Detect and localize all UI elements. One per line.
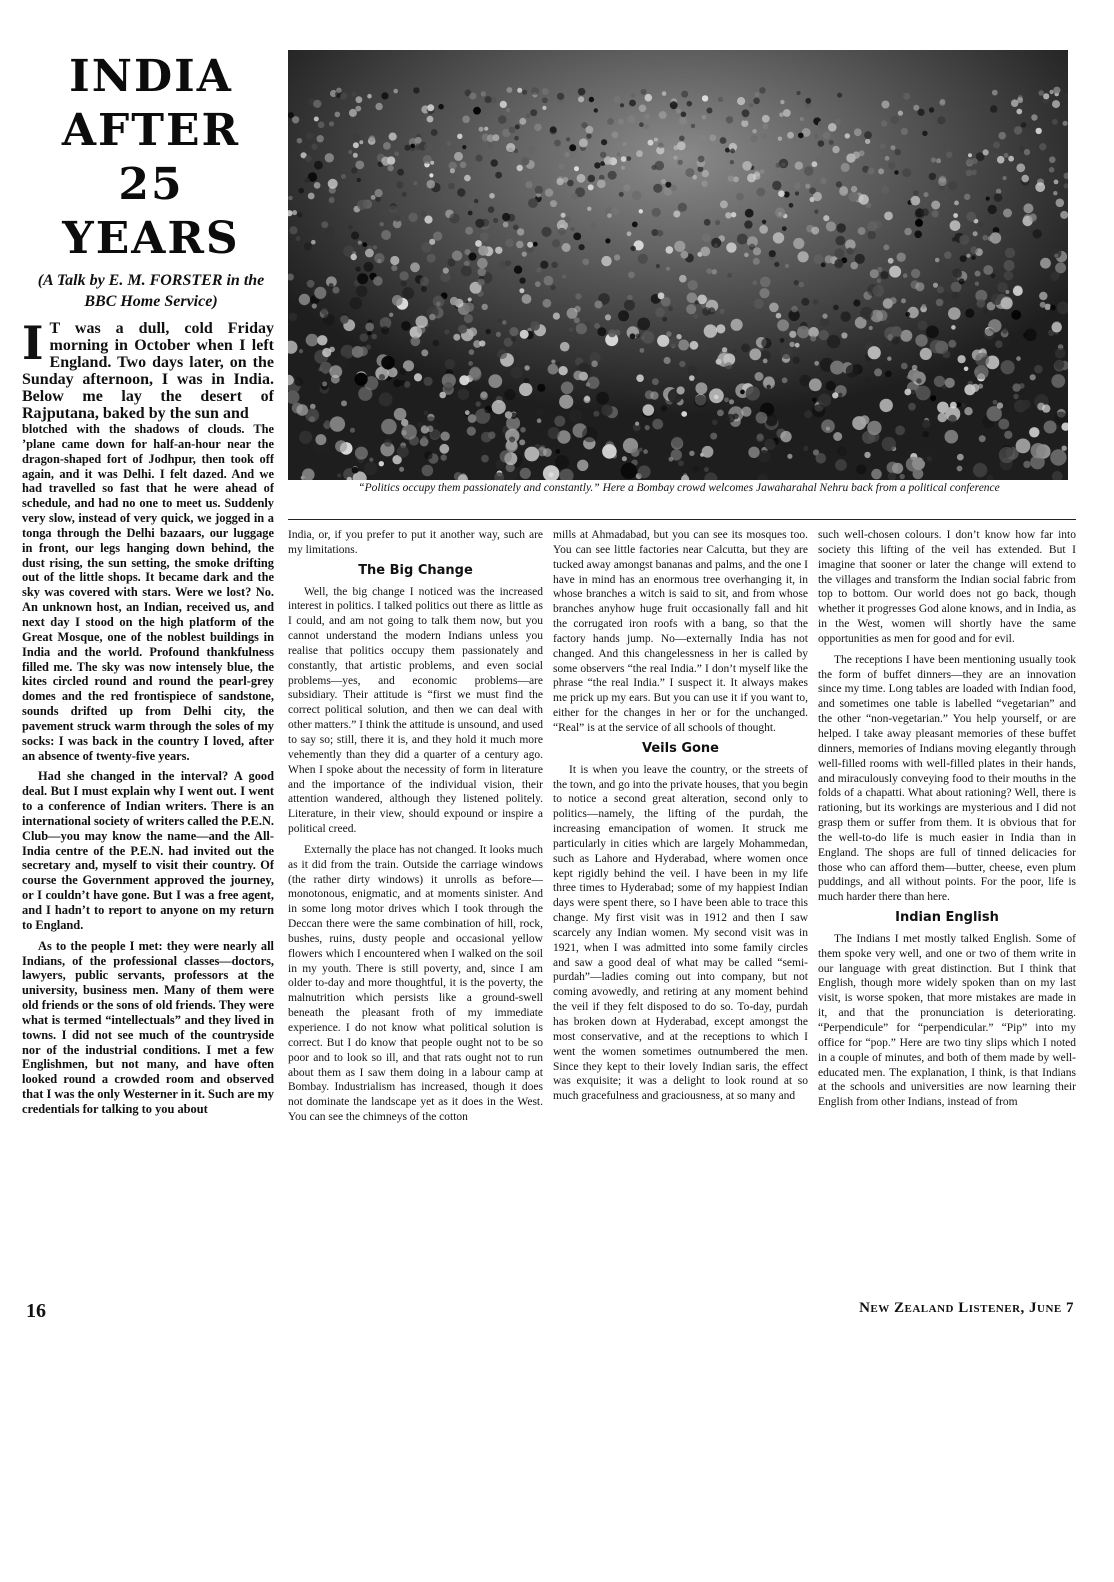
paragraph: As to the people I met: they were nearly all Indians, of the professional classes—doctors, lawyers, public servants, professors at the university, business men. Many of them were old friends or the sons of old friends. They were what is termed “intellectuals” and they lived in towns. I did not see much of the countryside nor of the industrial conditions. I met a few Englishmen, but not many, and have often looked round a crowded room and observed that I was the only Westerner in it. Such are my credentials for talking to you about: [22, 938, 274, 1116]
paragraph: Had she changed in the interval? A good deal. But I must explain why I went out. I went to a conference of Indian writers. There is an international society of writers called the P.E.N. Club—you may know the name—and the All-India centre of the P.E.N. had invited out the secretary and, myself to visit their country. Of course the Government approved the journey, or I couldn’t have gone. But I was a free agent, and I hadn’t to report to anyone on my return to England.: [22, 769, 274, 932]
headline-line-1: INDIA: [69, 51, 233, 102]
article-headline: [22, 50, 280, 266]
photo-caption: “Politics occupy them passionately and constantly.” Here a Bombay crowd welcomes Jawaharahal Nehru back from a political conference: [358, 482, 1000, 494]
masthead: New Zealand Listener, June 7: [859, 1300, 1074, 1316]
paragraph: The Indians I met mostly talked English. Some of them spoke very well, and one or two of them write in our language with great distinction. But I think that English, though more widely spoken than on my last visit, is worse spoken, that more mistakes are made in it, and that the pronunciation is deteriorating. “Perpendicule” for “perpendicular.” “Pip” into my office for “pop.” Here are two tiny slips which I noted in a couple of minutes, and both of them made by well-educated men. The explanation, I think, is that Indians at the schools and universities are now learning their English from other Indians, instead of from: [818, 932, 1076, 1109]
headline-line-2: AFTER: [61, 105, 241, 156]
lead-paragraph: [22, 320, 274, 422]
headline-line-3: 25: [118, 159, 184, 210]
paragraph: Well, the big change I noticed was the increased interest in politics. I talked politics out there as little as I could, and am not going to talk them now, but you cannot understand the modern Indians unless you realise that politics occupy them passionately and constantly, that artistic problems, and even social problems—yes, and economic problems—are subsidiary. Their attitude is “first we must find the correct political solution, and then we can deal with other matters.” I think the attitude is unsound, and used to say so; still, there it is, and they hold it much more vehemently than they did a quarter of a century ago. When I spoke about the necessity of form in literature and the importance of the individual vision, their attention wandered, although they listened politely. Literature, in their view, should expound or inspire a political creed.: [288, 585, 543, 836]
drop-cap: I: [22, 320, 44, 370]
headline-line-4: YEARS: [62, 213, 240, 264]
column-3: [553, 528, 808, 1288]
page-number: 16: [26, 1300, 46, 1322]
subhead-indian-english: Indian English: [895, 910, 999, 926]
paragraph: such well-chosen colours. I don’t know how far into society this lifting of the veil has extended. But I imagine that sooner or later the change will extend to the villages and transform the Indian social fabric from top to bottom. Our world does not go back, though whether it progresses God alone knows, and in India, as in the West, women will shortly have the same opportunities as men for good and for evil.: [818, 529, 1076, 645]
paragraph: The receptions I have been mentioning usually took the form of buffet dinners—they are an innovation since my time. Long tables are loaded with Indian food, and sometimes one table is labelled “vegetarian” and the other “non-vegetarian.” You help yourself, or are helped. I take away pleasant memories of these buffet dinners, memories of Indians moving elegantly through well-filled rooms with well-filled plates in their hands, and miraculously conveying food to their mouths in the folds of a chapatti. What about rationing? Well, there is rationing, but its workings are mysterious and I did not grasp them or suffer from them. It is obvious that for the well-to-do life is much easier in India than in England. The shops are full of tinned delicacies for those who can afford them—butter, cheese, even plum puddings, and all without points. For the poor, life is much harder there than here.: [818, 653, 1076, 904]
paragraph: blotched with the shadows of clouds. The ’plane came down for half-an-hour near the dragon-shaped fort of Jodhpur, then took off again, and it was Delhi. I felt dazed. And we had travelled so fast that he were ahead of schedule, and had no one to meet us. Suddenly very slow, instead of very quick, we jogged in a tonga through the Delhi bazaars, our luggage in front, our legs hanging down behind, the dust rising, the sun setting, the smoke drifting out of the little shops. It became dark and the sky was covered with stars. Were we lost? No. An unknown host, an Indian, received us, and next day I stood on the high platform of the Great Mosque, one of the noblest buildings in India and the world. Profound thankfulness filled me. The sky was now intensely blue, the kites circled round and round the pearl-grey domes and the red frontispiece of sandstone, sounds drifted up from Delhi city, the pavement struck warm through the soles of my socks: I was back in the country I loved, after an absence of twenty-five years.: [22, 422, 274, 763]
paragraph: Externally the place has not changed. It looks much as it did from the train. Outside the carriage windows (the rather dirty windows) it unrolls as before—monotonous, enigmatic, and at moments sinister. And in some long motor drives which I took through the Deccan there were the same combination of hill, rock, bushes, ruins, dusty people and occasional yellow flowers which I encountered when I walked on the soil in my youth. There is still poverty, and, since I am older to-day and more thoughtful, it is the poverty, the malnutrition which persists like a ground-swell beneath the pleasant froth of my immediate experience. I do not know what political solution is correct. But I do know that people ought not to be so poor and to look so ill, and that rats ought not to run about them as I saw them doing in a labour camp at Bombay. Industrialism has increased, though it does not dominate the landscape yet as it does in the West. You can see the chimneys of the cotton: [288, 843, 543, 1124]
column-rule: [288, 519, 1076, 520]
crowd-photo: [288, 50, 1068, 480]
column-4: [818, 528, 1076, 1288]
column-2: [288, 528, 543, 1288]
byline: (A Talk by E. M. FORSTER in the BBC Home Service): [37, 272, 265, 310]
paragraph: It is when you leave the country, or the streets of the town, and go into the private houses, that you begin to notice a second great alteration, second only to politics—namely, the lifting of the purdah, the increasing emancipation of women. It struck me particularly in cities which are largely Mohammedan, such as Lahore and Hyderabad, where women once kept rigidly behind the veil. I have been in my life three times to Hyderabad; some of my happiest Indian days were spent there, so I have been able to trace this change. My first visit was in 1912 and then I saw scarcely any Indian women. My second visit was in 1921, when I was admitted into some family circles and saw a good deal of what may be called “semi-purdah”—ladies coming out into company, but not coming avowedly, and retiring at any moment behind the veil if they felt disposed to do so. To-day, purdah has broken down at Hyderabad, except amongst the most conservative, and at the receptions to which I went the women sometimes outnumbered the men. Since they kept to their lovely Indian saris, the effect was exquisite; it was a delight to look round at so much gracefulness and graciousness, at so many and: [553, 763, 808, 1103]
paragraph: mills at Ahmadabad, but you can see its mosques too. You can see little factories near Calcutta, but they are tucked away amongst bananas and palms, and the one I have in mind has an enormous tree overhanging it, in whose branches a witch is said to sit, and from whose branches anyhow huge fruit occasionally fall and hit the corrugated iron roofs with a bang, so that the factory hands jump. No—externally India has not changed. And this changelessness in her is called by some observers “the real India.” I don’t myself like the phrase “the real India.” I suspect it. It always makes me prick up my ears. But you can use it if you want to, either for the changes in her or for the unchanged. “Real” is at the service of all schools of thought.: [553, 529, 808, 734]
subhead-veils-gone: Veils Gone: [641, 740, 720, 756]
subhead-big-change: The Big Change: [358, 562, 473, 578]
lead-text: T was a dull, cold Friday morning in October when I left England. Two days later, on the Sunday afternoon, I was in India. Below me lay the desert of Rajputana, baked by the sun and: [22, 320, 274, 422]
paragraph: India, or, if you prefer to put it another way, such are my limitations.: [288, 529, 543, 556]
crowd-photo-icon: [288, 50, 1068, 480]
